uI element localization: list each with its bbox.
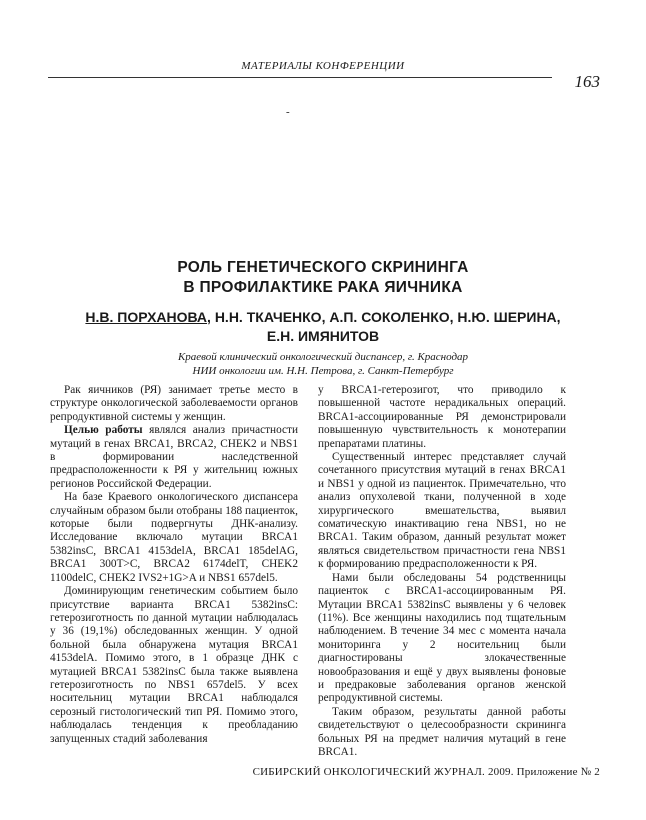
journal-footer: СИБИРСКИЙ ОНКОЛОГИЧЕСКИЙ ЖУРНАЛ. 2009. Приложение № 2	[252, 766, 600, 778]
paragraph-lead: Целью работы	[64, 424, 143, 437]
affiliation-1: Краевой клинический онкологический диспансер, г. Краснодар	[177, 351, 469, 363]
authors-line-2: Е.Н. ИМЯНИТОВ	[266, 328, 380, 344]
paragraph: Существенный интерес представляет случай сочетанного присутствия мутаций в генах BRCA1 и NBS1 у одной из пациенток. Примечательно, что анализ опухолевой ткани, полученной в ходе хирургического вмешательства, выявил соматическую инактивацию гена NBS1, но не BRCA1. Таким образом, данный результат может являться свидетельством причастности гена NBS1 к формированию предрасположенности к РЯ.	[318, 451, 566, 571]
paragraph: у BRCA1-гетерозигот, что приводило к повышенной частоте нерадикальных операций. BRCA1-ассоциированные РЯ демонстрировали повышенную чувствительность к монотерапии препаратами платины.	[318, 384, 566, 450]
stray-mark: -	[286, 106, 290, 118]
right-column	[318, 384, 566, 759]
paragraph: Доминирующим генетическим событием было присутствие варианта BRCA1 5382insC: гетерозиготность по данной мутации наблюдалась у 36 (19,1%) обследованных женщин. У одной больной была обнаружена мутация BRCA1 4153delA. Помимо этого, в 1 образце ДНК с мутацией BRCA1 5382insC была также выявлена гетерозиготность по NBS1 657del5. У всех носительниц мутации BRCA1 наблюдался серозный гистологический тип РЯ. Помимо этого, наблюдалась тенденция к преобладанию запущенных стадий заболевания	[50, 585, 298, 745]
other-authors: , Н.Н. ТКАЧЕНКО, А.П. СОКОЛЕНКО, Н.Ю. ШЕРИНА,	[207, 309, 561, 325]
paragraph: Таким образом, результаты данной работы свидетельствуют о целесообразности скрининга больных РЯ на предмет наличия мутаций в гене BRCA1.	[318, 705, 566, 758]
affiliations	[0, 350, 646, 378]
title-line-1: РОЛЬ ГЕНЕТИЧЕСКОГО СКРИНИНГА	[177, 259, 469, 276]
left-column	[50, 384, 298, 746]
page-number: 163	[574, 72, 600, 91]
running-header: МАТЕРИАЛЫ КОНФЕРЕНЦИИ	[241, 60, 405, 72]
paragraph: Рак яичников (РЯ) занимает третье место в структуре онкологической заболеваемости органов репродуктивной системы у женщин.	[50, 384, 298, 423]
title-line-2: В ПРОФИЛАКТИКЕ РАКА ЯИЧНИКА	[183, 279, 463, 296]
paragraph-text: являлся анализ причастности мутаций в генах BRCA1, BRCA2, CHEK2 и NBS1 в формировании наследственной предрасположенности к РЯ у жительниц южных регионов Российской Федерации.	[50, 424, 299, 490]
paragraph	[50, 424, 298, 491]
paragraph: Нами были обследованы 54 родственницы пациенток с BRCA1-ассоциированным РЯ. Мутации BRCA1 5382insC выявлены у 6 человек (11%). Все женщины находились под тщательным наблюдением. В течение 34 мес с момента начала мониторинга у 2 носительниц были диагностированы злокачественные новообразования и ещё у двух выявлены фоновые и предраковые заболевания органов женской репродуктивной системы.	[318, 571, 566, 705]
article-title	[0, 258, 646, 298]
affiliation-2: НИИ онкологии им. Н.Н. Петрова, г. Санкт-Петербург	[192, 365, 454, 377]
first-author: Н.В. ПОРХАНОВА	[85, 309, 208, 325]
header-divider	[48, 77, 552, 78]
authors-line-1	[0, 308, 646, 327]
paragraph: На базе Краевого онкологического диспансера случайным образом были отобраны 188 пациенток, которые были подвергнуты ДНК-анализу. Исследование включало мутации BRCA1 5382insC, BRCA1 4153delA, BRCA1 185delAG, BRCA1 300T>C, BRCA2 6174delT, CHEK2 1100delC, CHEK2 IVS2+1G>A и NBS1 657del5.	[50, 491, 298, 584]
author-list	[0, 308, 646, 346]
